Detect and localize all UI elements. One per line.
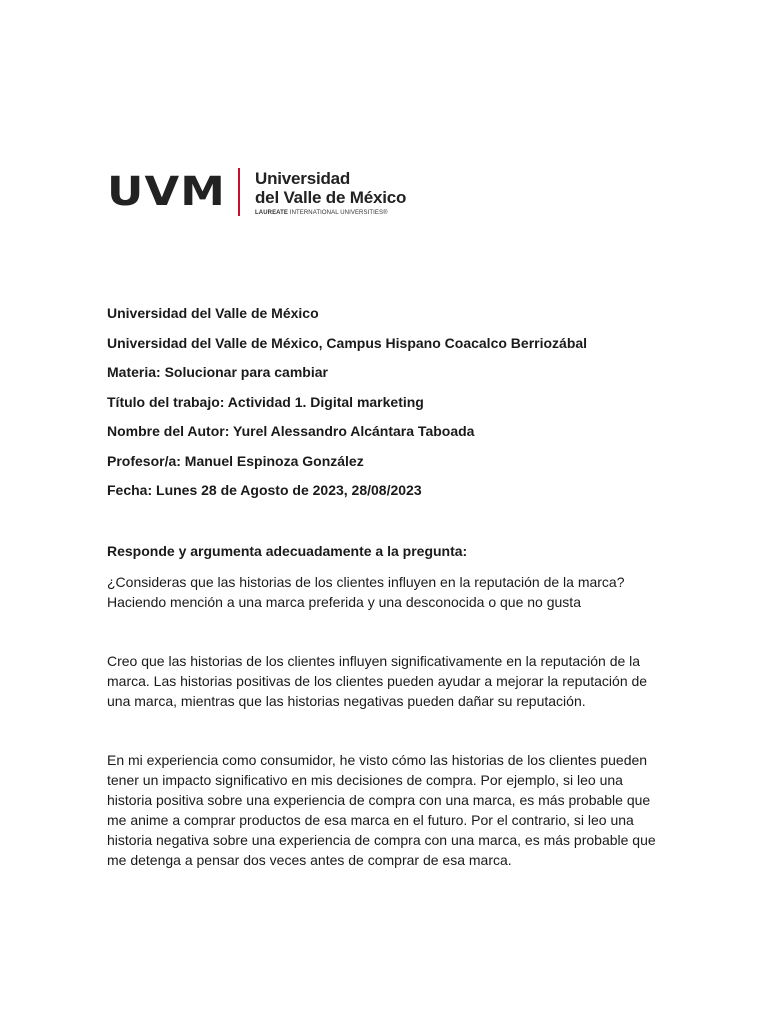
logo-line-1: Universidad <box>255 168 351 188</box>
logo-subtitle-bold: LAUREATE <box>255 209 289 216</box>
subject: Materia: Solucionar para cambiar <box>107 364 328 380</box>
document-metadata <box>107 305 687 512</box>
document-body <box>107 543 667 870</box>
question-text: ¿Consideras que las historias de los clientes influyen en la reputación de la marca? Haciendo mención a una marca preferida y una desconocida o que no gusta <box>107 574 625 610</box>
campus-name: Universidad del Valle de México, Campus Hispano Coacalco Berriozábal <box>107 334 588 351</box>
work-title: Título del trabajo: Actividad 1. Digital marketing <box>107 393 424 410</box>
prompt-heading: Responde y argumenta adecuadamente a la pregunta: <box>107 543 468 559</box>
date: Fecha: Lunes 28 de Agosto de 2023, 28/08/2023 <box>107 482 422 498</box>
answer-paragraph-1: Creo que las historias de los clientes influyen significativamente en la reputación de la marca. Las historias positivas de los clientes pueden ayudar a mejorar la reputación de una marca, mientras que las historias negativas pueden dañar su reputación. <box>107 653 648 709</box>
logo-line-2: del Valle de México <box>255 187 407 207</box>
logo-subtitle-rest: INTERNATIONAL UNIVERSITIES® <box>288 209 388 216</box>
professor: Profesor/a: Manuel Espinoza González <box>107 452 364 469</box>
author: Nombre del Autor: Yurel Alessandro Alcántara Taboada <box>107 423 475 439</box>
logo-subtitle <box>255 210 406 216</box>
logo-text <box>255 169 406 216</box>
logo-mark: UVM <box>107 169 226 215</box>
answer-paragraph-2: En mi experiencia como consumidor, he visto cómo las historias de los clientes pueden tener un impacto significativo en mis decisiones de compra. Por ejemplo, si leo una historia positiva sobre una experiencia de compra con una marca, es más probable que me anime a comprar productos de esa marca en el futuro. Por el contrario, si leo una historia negativa sobre una experiencia de compra con una marca, es más probable que me detenga a pensar dos veces antes de comprar de esa marca. <box>107 752 656 868</box>
uvm-logo <box>107 166 406 218</box>
university-name: Universidad del Valle de México <box>107 305 319 321</box>
